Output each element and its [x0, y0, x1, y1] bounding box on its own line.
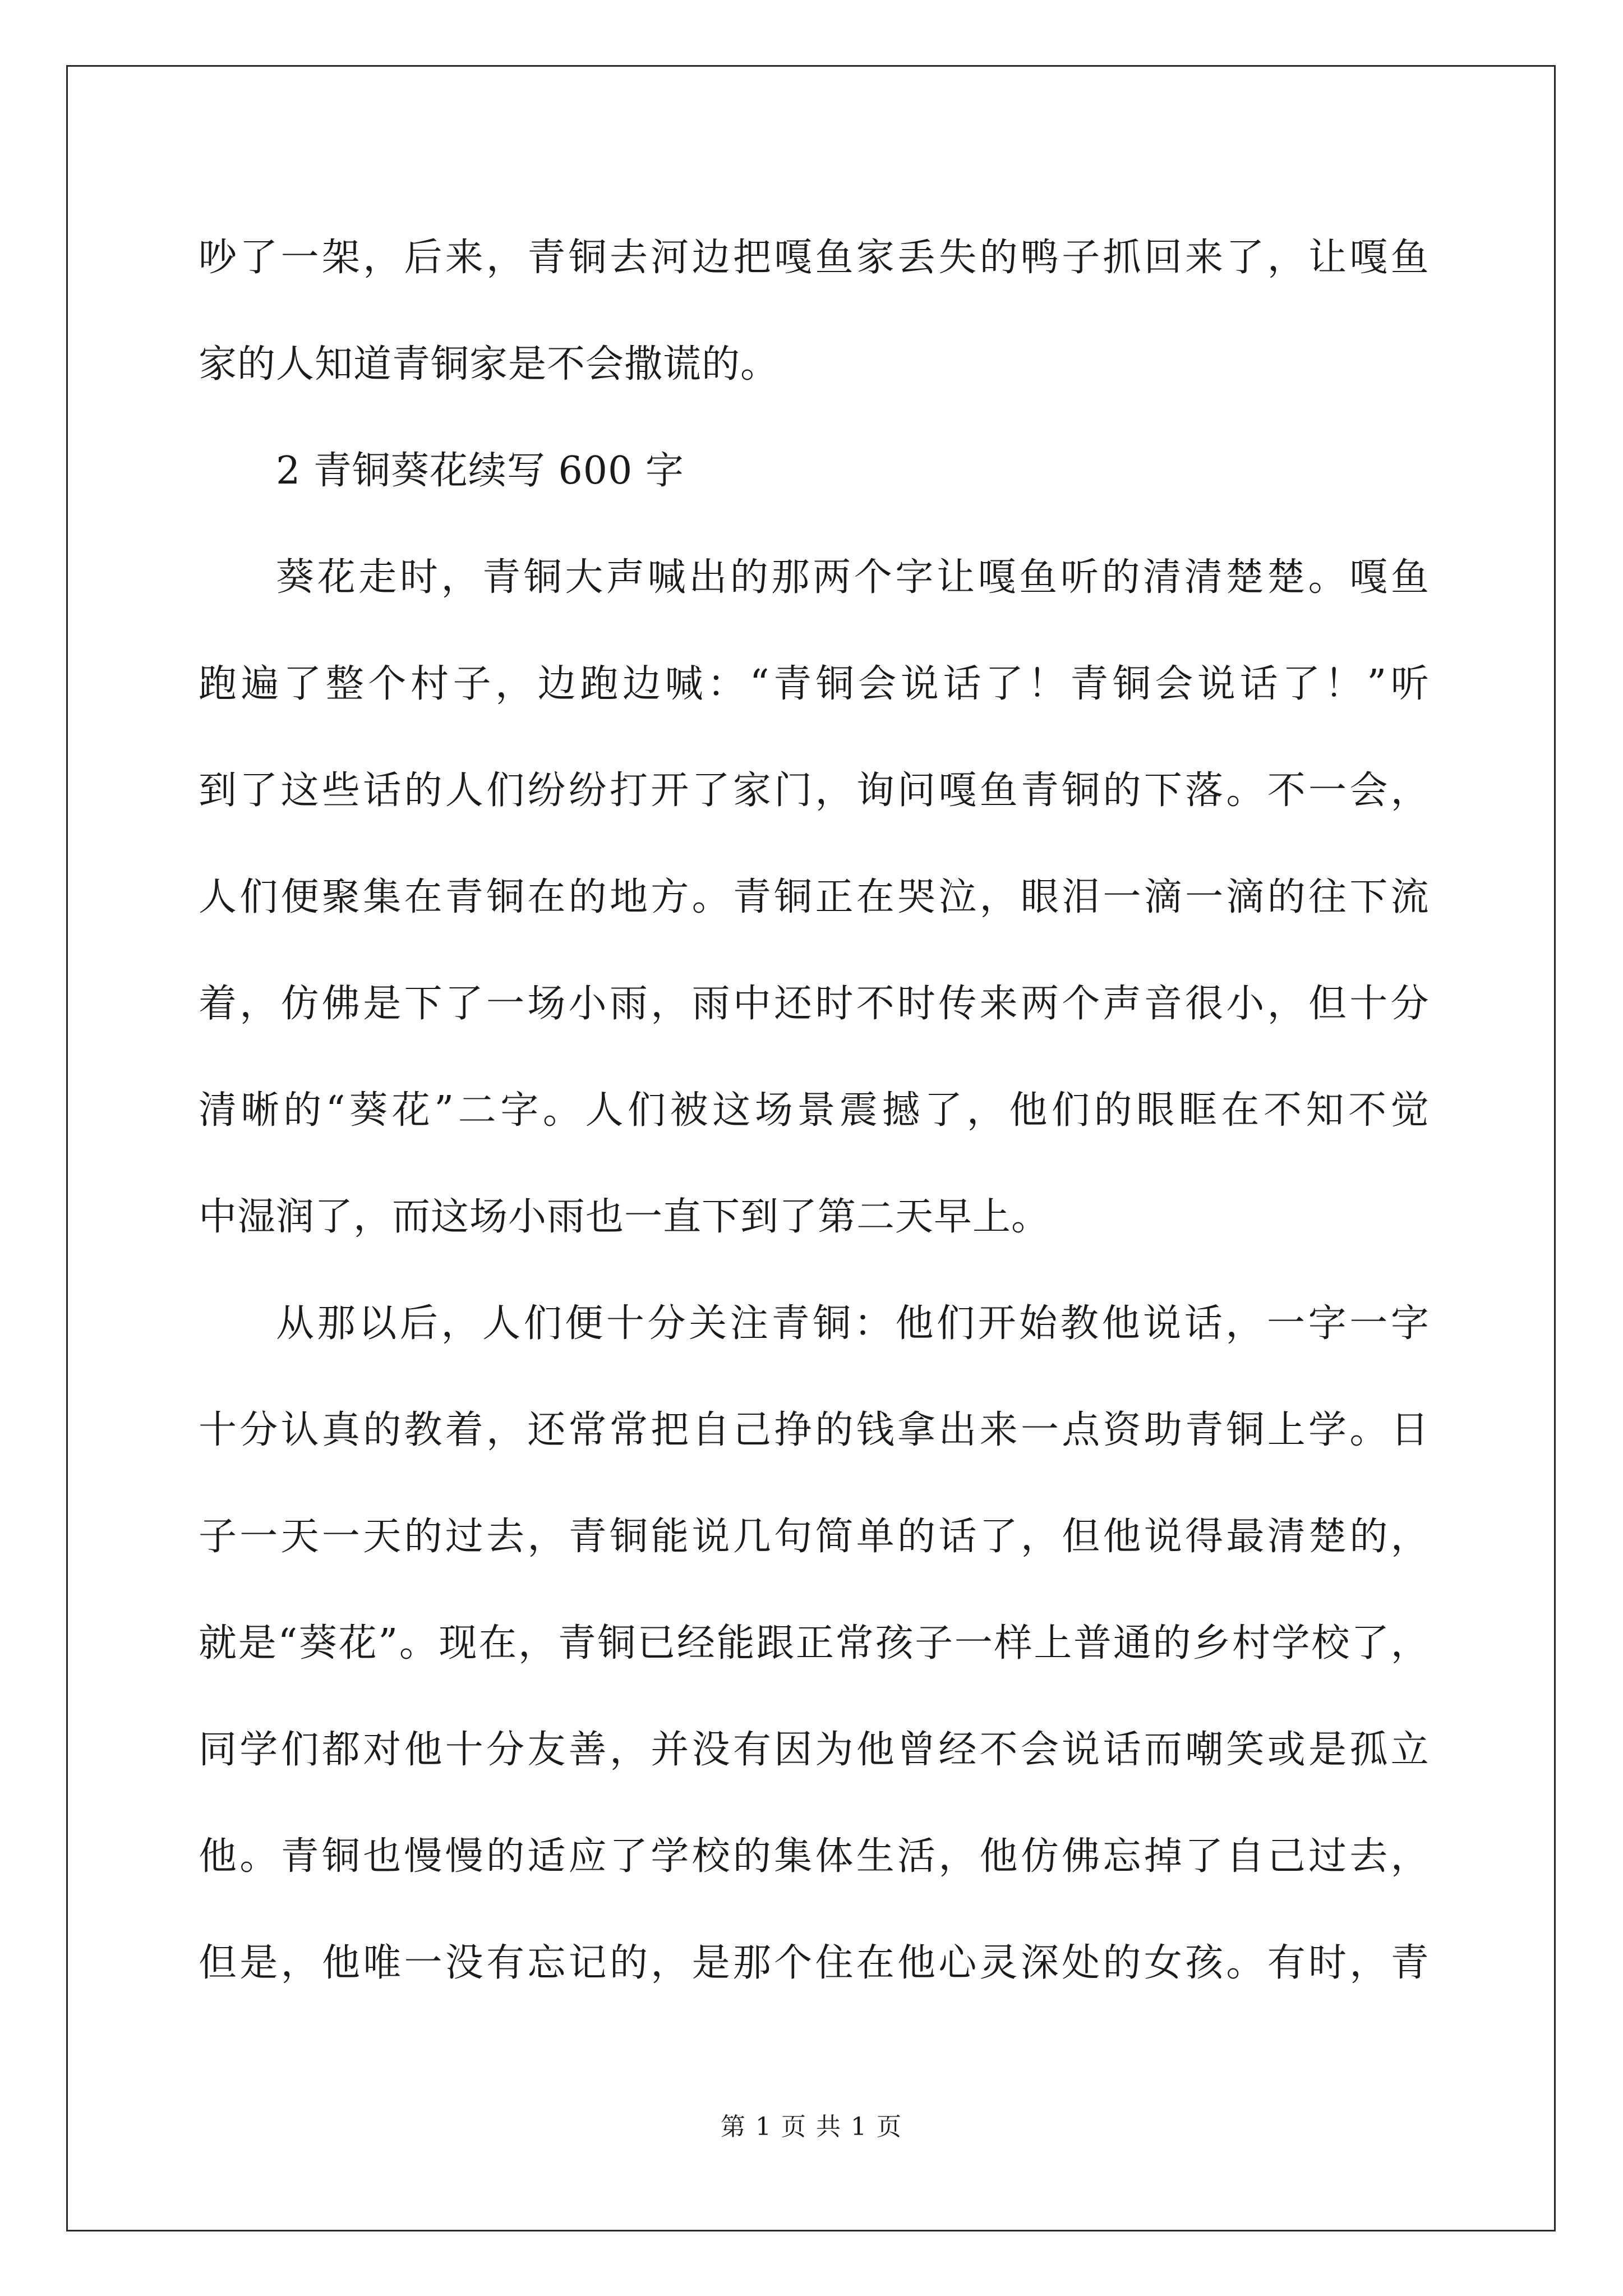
- text-line: 就 是 “ 葵 花 ” 。 现 在 ， 青 铜 已 经 能 跟 正 常 孩 子 一 样 上 普 通 的 乡 村 学 校 了 ，: [199, 1621, 1430, 1665]
- text-line: 2 青铜葵花续写 600 字: [276, 449, 684, 493]
- text-line: 同 学 们 都 对 他 十 分 友 善 ， 并 没 有 因 为 他 曾 经 不 会 说 话 而 嘲 笑 或 是 孤 立: [199, 1728, 1430, 1772]
- text-line: 从 那 以 后 ， 人 们 便 十 分 关 注 青 铜 ： 他 们 开 始 教 他 说 话 ， 一 字 一 字: [276, 1301, 1430, 1346]
- document-body: [199, 205, 1430, 2017]
- text-line: 子 一 天 一 天 的 过 去 ， 青 铜 能 说 几 句 简 单 的 话 了 ， 但 他 说 得 最 清 楚 的 ，: [199, 1515, 1430, 1559]
- text-line: 家的人知道青铜家是不会撒谎的。: [199, 342, 780, 386]
- text-line: 他 。 青 铜 也 慢 慢 的 适 应 了 学 校 的 集 体 生 活 ， 他 仿 佛 忘 掉 了 自 己 过 去 ，: [199, 1834, 1430, 1879]
- text-line: 跑 遍 了 整 个 村 子 ， 边 跑 边 喊 ： “ 青 铜 会 说 话 了 ！ 青 铜 会 说 话 了 ！ ” 听: [199, 662, 1430, 706]
- text-line: 清 晰 的 “ 葵 花 ” 二 字 。 人 们 被 这 场 景 震 撼 了 ， 他 们 的 眼 眶 在 不 知 不 觉: [199, 1088, 1430, 1133]
- text-line: 但 是 ， 他 唯 一 没 有 忘 记 的 ， 是 那 个 住 在 他 心 灵 深 处 的 女 孩 。 有 时 ， 青: [199, 1941, 1430, 1985]
- text-line: 着 ， 仿 佛 是 下 了 一 场 小 雨 ， 雨 中 还 时 不 时 传 来 两 个 声 音 很 小 ， 但 十 分: [199, 982, 1430, 1026]
- text-line: 到 了 这 些 话 的 人 们 纷 纷 打 开 了 家 门 ， 询 问 嘎 鱼 青 铜 的 下 落 。 不 一 会 ，: [199, 769, 1430, 813]
- text-line: 十 分 认 真 的 教 着 ， 还 常 常 把 自 己 挣 的 钱 拿 出 来 一 点 资 助 青 铜 上 学 。 日: [199, 1408, 1430, 1452]
- text-line: 中湿润了，而这场小雨也一直下到了第二天早上。: [199, 1195, 1050, 1239]
- text-line: 吵 了 一 架 ， 后 来 ， 青 铜 去 河 边 把 嘎 鱼 家 丢 失 的 鸭 子 抓 回 来 了 ， 让 嘎 鱼: [199, 236, 1430, 280]
- text-line: 人 们 便 聚 集 在 青 铜 在 的 地 方 。 青 铜 正 在 哭 泣 ， 眼 泪 一 滴 一 滴 的 往 下 流: [199, 875, 1430, 919]
- text-line: 葵 花 走 时 ， 青 铜 大 声 喊 出 的 那 两 个 字 让 嘎 鱼 听 的 清 清 楚 楚 。 嘎 鱼: [276, 555, 1430, 600]
- page-footer: 第 1 页 共 1 页: [721, 2113, 902, 2141]
